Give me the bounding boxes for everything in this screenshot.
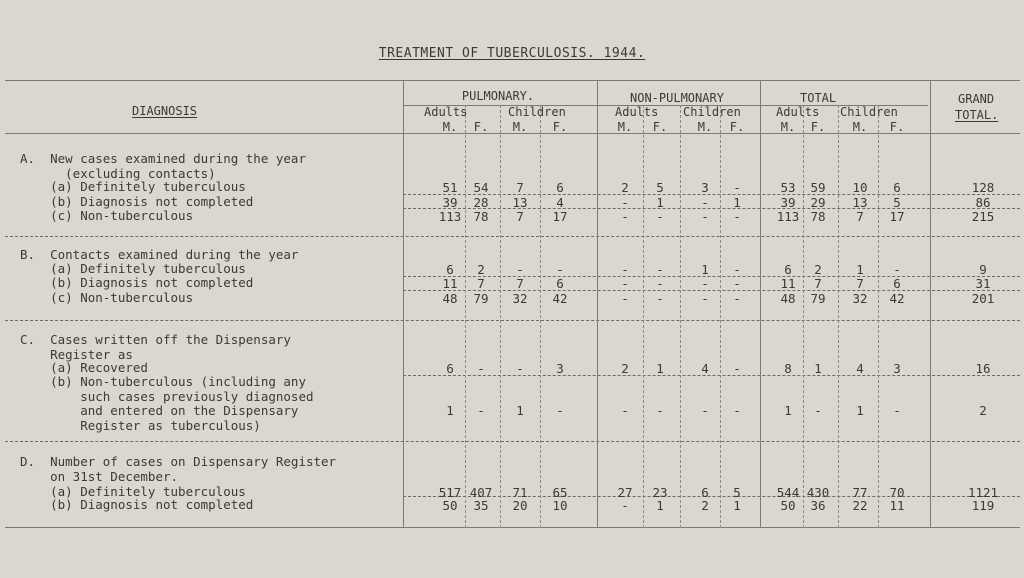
header-grand-1: GRAND: [958, 92, 995, 106]
table-cell: 78: [810, 209, 826, 224]
table-cell: 7: [856, 276, 864, 291]
table-cell: 7: [516, 276, 524, 291]
table-cell: 48: [780, 291, 796, 306]
table-cell: 6: [784, 262, 792, 277]
table-cell: 36: [810, 498, 826, 513]
table-cell: 1: [856, 403, 864, 418]
row-label: (a) Recovered: [20, 360, 148, 375]
table-cell: 2: [701, 498, 709, 513]
table-cell: -: [556, 403, 564, 418]
table-cell: 2: [477, 262, 485, 277]
table-cell: 5: [656, 180, 664, 195]
subcolumn-rule: [680, 105, 681, 528]
header-pulmonary: PULMONARY.: [461, 89, 535, 103]
table-cell: 32: [512, 291, 528, 306]
column-rule: [597, 80, 598, 528]
grand-total-cell: 119: [971, 498, 995, 513]
table-cell: 4: [701, 361, 709, 376]
table-cell: 22: [852, 498, 868, 513]
subcolumn-rule: [643, 105, 644, 528]
table-cell: -: [701, 209, 709, 224]
table-cell: -: [621, 498, 629, 513]
header-adults: Adults: [776, 105, 820, 119]
table-cell: 79: [810, 291, 826, 306]
column-rule: [760, 80, 761, 528]
table-cell: -: [516, 262, 524, 277]
table-cell: 50: [442, 498, 458, 513]
section-b-heading: B. Contacts examined during the year: [20, 247, 299, 262]
table-cell: 407: [469, 485, 493, 500]
table-cell: 3: [556, 361, 564, 376]
table-cell: -: [656, 262, 664, 277]
table-cell: -: [656, 403, 664, 418]
table-cell: 2: [621, 180, 629, 195]
table-cell: 13: [512, 195, 528, 210]
grand-total-cell: 86: [975, 195, 991, 210]
table-cell: 17: [552, 209, 568, 224]
row-label: and entered on the Dispensary: [20, 403, 299, 418]
table-cell: -: [893, 262, 901, 277]
row-label: (b) Diagnosis not completed: [20, 194, 254, 209]
table-cell: 7: [516, 180, 524, 195]
table-cell: 20: [512, 498, 528, 513]
header-children: Children: [683, 105, 741, 119]
table-cell: 2: [621, 361, 629, 376]
table-cell: -: [656, 291, 664, 306]
subcolumn-rule: [500, 105, 501, 528]
table-cell: 10: [552, 498, 568, 513]
table-cell: 1: [733, 195, 741, 210]
table-cell: -: [621, 209, 629, 224]
row-label: (a) Definitely tuberculous: [20, 261, 246, 276]
table-cell: 7: [516, 209, 524, 224]
table-cell: -: [556, 262, 564, 277]
section-d-heading: D. Number of cases on Dispensary Register: [20, 454, 337, 469]
table-cell: 8: [784, 361, 792, 376]
table-cell: -: [621, 291, 629, 306]
table-cell: 2: [814, 262, 822, 277]
header-children: Children: [840, 105, 898, 119]
table-cell: 3: [701, 180, 709, 195]
table-cell: 39: [442, 195, 458, 210]
table-cell: -: [733, 361, 741, 376]
table-cell: 1: [701, 262, 709, 277]
table-cell: -: [733, 209, 741, 224]
table-cell: 6: [893, 276, 901, 291]
table-cell: 7: [814, 276, 822, 291]
table-cell: 517: [438, 485, 462, 500]
table-cell: -: [701, 291, 709, 306]
table-cell: 42: [552, 291, 568, 306]
table-cell: 79: [473, 291, 489, 306]
header-male: M.: [780, 120, 796, 134]
row-label: (c) Non-tuberculous: [20, 208, 194, 223]
table-cell: 1: [656, 195, 664, 210]
table-cell: -: [893, 403, 901, 418]
table-cell: 13: [852, 195, 868, 210]
table-cell: -: [477, 361, 485, 376]
table-cell: 6: [446, 262, 454, 277]
table-cell: -: [621, 403, 629, 418]
table-cell: 6: [556, 276, 564, 291]
row-label: (b) Non-tuberculous (including any: [20, 374, 306, 389]
table-cell: 544: [776, 485, 800, 500]
row-label: (a) Definitely tuberculous: [20, 179, 246, 194]
subcolumn-rule: [838, 105, 839, 528]
subcolumn-rule: [878, 105, 879, 528]
table-cell: -: [701, 276, 709, 291]
grand-total-cell: 31: [975, 276, 991, 291]
table-cell: 1: [446, 403, 454, 418]
table-cell: 430: [806, 485, 830, 500]
grand-total-cell: 2: [979, 403, 987, 418]
header-female: F.: [729, 120, 745, 134]
table-cell: 39: [780, 195, 796, 210]
table-cell: 6: [446, 361, 454, 376]
table-cell: 59: [810, 180, 826, 195]
subcolumn-rule: [803, 105, 804, 528]
table-cell: -: [477, 403, 485, 418]
table-cell: -: [656, 276, 664, 291]
table-cell: -: [656, 209, 664, 224]
table-cell: 27: [617, 485, 633, 500]
table-cell: 28: [473, 195, 489, 210]
table-cell: -: [701, 195, 709, 210]
table-cell: 1: [814, 361, 822, 376]
table-cell: 7: [477, 276, 485, 291]
table-cell: 6: [556, 180, 564, 195]
table-cell: 113: [438, 209, 462, 224]
subcolumn-rule: [540, 105, 541, 528]
table-rule: [5, 320, 1020, 321]
header-female: F.: [652, 120, 668, 134]
section-a-heading: A. New cases examined during the year: [20, 151, 306, 166]
header-female: F.: [473, 120, 489, 134]
grand-total-cell: 16: [975, 361, 991, 376]
table-cell: 77: [852, 485, 868, 500]
table-cell: 54: [473, 180, 489, 195]
grand-total-cell: 1121: [967, 485, 999, 500]
header-adults: Adults: [424, 105, 468, 119]
section-c-heading: Register as: [20, 346, 133, 362]
table-cell: 11: [889, 498, 905, 513]
header-children: Children: [508, 105, 566, 119]
table-rule: [5, 527, 1020, 528]
table-cell: 3: [893, 361, 901, 376]
table-cell: 10: [852, 180, 868, 195]
table-cell: 78: [473, 209, 489, 224]
header-male: M.: [512, 120, 528, 134]
header-female: F.: [552, 120, 568, 134]
header-diagnosis: DIAGNOSIS: [132, 104, 198, 118]
table-cell: 11: [442, 276, 458, 291]
row-label: (a) Definitely tuberculous: [20, 484, 246, 499]
header-male: M.: [617, 120, 633, 134]
row-label: such cases previously diagnosed: [20, 388, 314, 404]
table-cell: 7: [856, 209, 864, 224]
subcolumn-rule: [720, 105, 721, 528]
table-cell: 48: [442, 291, 458, 306]
table-cell: 32: [852, 291, 868, 306]
column-rule: [403, 80, 404, 528]
table-rule: [5, 80, 1020, 81]
table-cell: 71: [512, 485, 528, 500]
header-non-pulmonary: NON-PULMONARY: [630, 91, 724, 105]
table-cell: 4: [556, 195, 564, 210]
table-cell: 53: [780, 180, 796, 195]
table-cell: 1: [733, 498, 741, 513]
table-cell: -: [621, 195, 629, 210]
table-cell: 113: [776, 209, 800, 224]
table-cell: -: [733, 403, 741, 418]
subcolumn-rule: [465, 105, 466, 528]
table-cell: 17: [889, 209, 905, 224]
table-cell: 1: [856, 262, 864, 277]
header-female: F.: [889, 120, 905, 134]
column-rule: [930, 80, 931, 528]
header-male: M.: [442, 120, 458, 134]
grand-total-cell: 9: [979, 262, 987, 277]
table-cell: 1: [656, 361, 664, 376]
header-adults: Adults: [615, 105, 659, 119]
table-rule: [5, 441, 1020, 442]
row-label: (b) Diagnosis not completed: [20, 275, 254, 290]
table-cell: -: [814, 403, 822, 418]
table-cell: 51: [442, 180, 458, 195]
table-cell: 1: [784, 403, 792, 418]
table-cell: -: [733, 291, 741, 306]
page-title: TREATMENT OF TUBERCULOSIS. 1944.: [378, 46, 646, 61]
table-cell: 1: [656, 498, 664, 513]
header-male: M.: [697, 120, 713, 134]
table-cell: 29: [810, 195, 826, 210]
table-cell: 6: [701, 485, 709, 500]
grand-total-cell: 201: [971, 291, 995, 306]
table-cell: 23: [652, 485, 668, 500]
table-cell: 6: [893, 180, 901, 195]
table-cell: -: [733, 276, 741, 291]
table-cell: -: [621, 262, 629, 277]
section-c-heading: C. Cases written off the Dispensary: [20, 332, 291, 347]
table-cell: 11: [780, 276, 796, 291]
table-rule: [5, 236, 1020, 237]
row-label: Register as tuberculous): [20, 417, 261, 433]
table-cell: -: [621, 276, 629, 291]
section-d-heading: on 31st December.: [20, 468, 179, 484]
table-cell: -: [733, 180, 741, 195]
table-cell: 35: [473, 498, 489, 513]
table-cell: 70: [889, 485, 905, 500]
table-cell: -: [733, 262, 741, 277]
table-cell: 42: [889, 291, 905, 306]
header-female: F.: [810, 120, 826, 134]
header-male: M.: [852, 120, 868, 134]
row-label: (b) Diagnosis not completed: [20, 497, 254, 512]
table-cell: 5: [733, 485, 741, 500]
table-cell: 65: [552, 485, 568, 500]
grand-total-cell: 215: [971, 209, 995, 224]
table-cell: 5: [893, 195, 901, 210]
table-cell: -: [701, 403, 709, 418]
header-total: TOTAL: [800, 91, 837, 105]
grand-total-cell: 128: [971, 180, 995, 195]
table-cell: 4: [856, 361, 864, 376]
section-a-heading: (excluding contacts): [20, 165, 216, 181]
row-label: (c) Non-tuberculous: [20, 290, 194, 305]
table-cell: 50: [780, 498, 796, 513]
header-grand-2: TOTAL.: [955, 108, 999, 122]
table-cell: 1: [516, 403, 524, 418]
table-cell: -: [516, 361, 524, 376]
